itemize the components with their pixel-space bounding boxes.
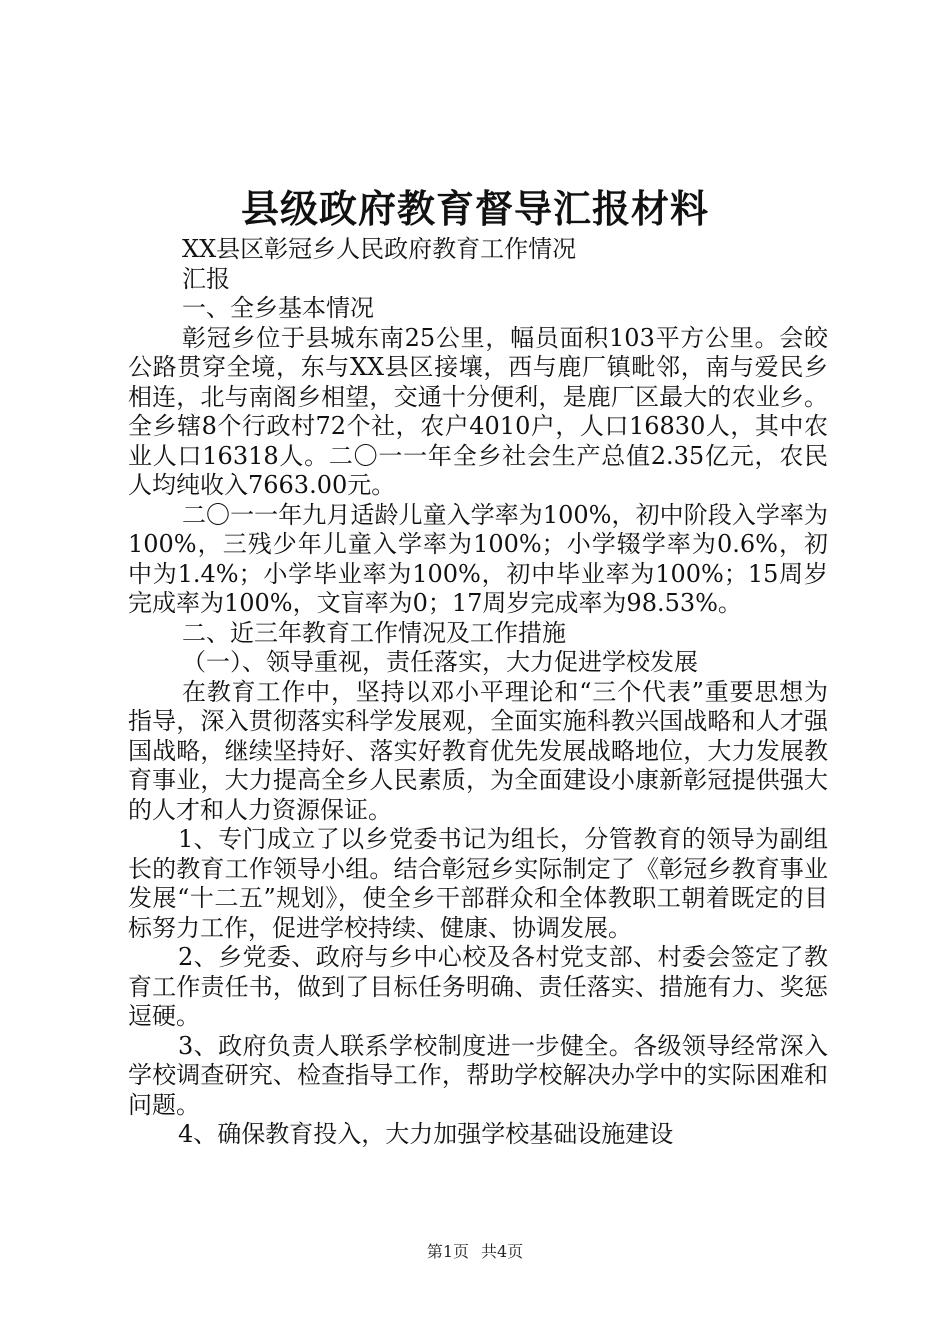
subsection-heading-1: （一）、领导重视，责任落实，大力促进学校发展 <box>182 648 698 676</box>
page-number: 第1页 <box>426 1242 469 1261</box>
list-item-1: 1、专门成立了以乡党委书记为组长，分管教育的领导为副组长的教育工作领导小组。结合彰冠乡实际制定了《彰冠乡教育事业发展“十二五”规划》，使全乡干部群众和全体教职工朝着既定的目标努力工作，促进学校持续、健康、协调发展。 <box>128 825 828 942</box>
document-body <box>128 235 828 1150</box>
subtitle-line-2: 汇报 <box>182 264 230 293</box>
list-item-2: 2、乡党委、政府与乡中心校及各村党支部、村委会签定了教育工作责任书，做到了目标任务明确、责任落实、措施有力、奖惩逗硬。 <box>128 943 828 1030</box>
paragraph-enrollment-rates: 二〇一一年九月适龄儿童入学率为100%，初中阶段入学率为100%，三残少年儿童入学率为100%；小学辍学率为0.6%，初中为1.4%；小学毕业率为100%，初中毕业率为100%；15周岁完成率为100%，文盲率为0；17周岁完成率为98.53%。 <box>128 500 828 617</box>
document-title: 县级政府教育督导汇报材料 <box>240 186 709 231</box>
paragraph-basic-info: 彰冠乡位于县城东南25公里，幅员面积103平方公里。会皎公路贯穿全境，东与XX县区接壤，西与鹿厂镇毗邻，南与爱民乡相连，北与南阁乡相望，交通十分便利，是鹿厂区最大的农业乡。全乡辖8个行政村72个社，农户4010户，人口16830人，其中农业人口16318人。二〇一一年全乡社会生产总值2.35亿元，农民人均纯收入7663.00元。 <box>128 323 828 499</box>
subtitle-line-1: XX县区彰冠乡人民政府教育工作情况 <box>182 235 577 263</box>
section-heading-1: 一、全乡基本情况 <box>182 294 374 322</box>
list-item-3: 3、政府负责人联系学校制度进一步健全。各级领导经常深入学校调查研究、检查指导工作，帮助学校解决办学中的实际困难和问题。 <box>128 1031 828 1119</box>
page-footer <box>0 1241 950 1263</box>
section-heading-2: 二、近三年教育工作情况及工作措施 <box>182 618 566 647</box>
page-total: 共4页 <box>481 1242 524 1261</box>
paragraph-guiding-principles: 在教育工作中，坚持以邓小平理论和“三个代表”重要思想为指导，深入贯彻落实科学发展观，全面实施科教兴国战略和人才强国战略，继续坚持好、落实好教育优先发展战略地位，大力发展教育事业，大力提高全乡人民素质，为全面建设小康新彰冠提供强大的人才和人力资源保证。 <box>128 677 828 824</box>
list-item-4: 4、确保教育投入，大力加强学校基础设施建设 <box>178 1120 674 1148</box>
